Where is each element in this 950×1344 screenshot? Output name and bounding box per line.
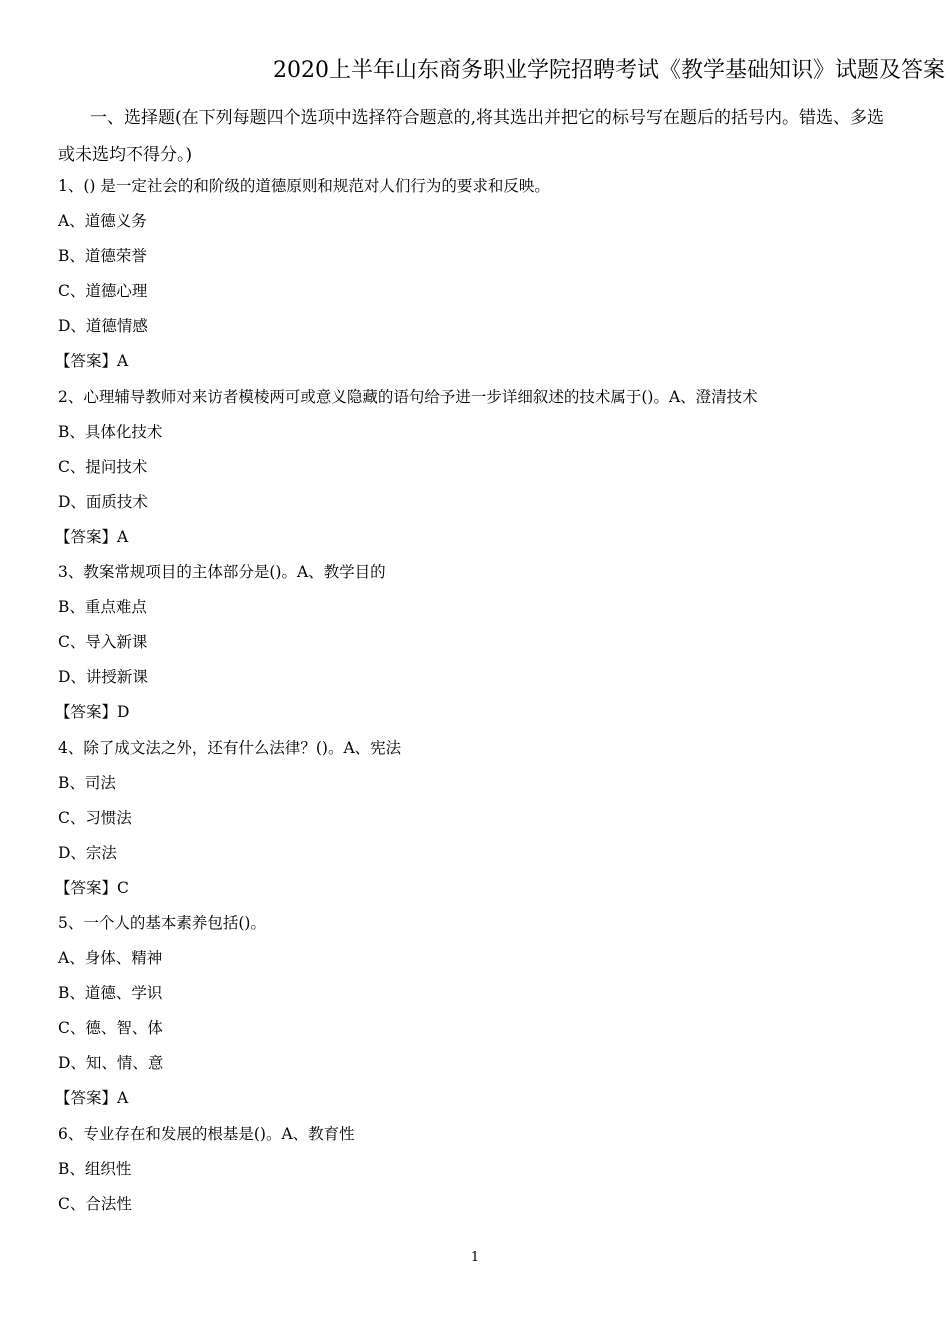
answer-key: 【答案】A <box>55 352 129 371</box>
answer-option: B、组织性 <box>58 1159 132 1178</box>
question-stem: 3、教案常规项目的主体部分是()。A、教学目的 <box>58 563 386 582</box>
answer-option: A、身体、精神 <box>58 949 163 968</box>
answer-option: C、提问技术 <box>58 457 148 476</box>
page-number: 1 <box>470 1250 480 1265</box>
answer-option: D、知、情、意 <box>58 1054 164 1073</box>
answer-option: C、习惯法 <box>58 808 132 827</box>
answer-key: 【答案】C <box>55 878 129 897</box>
question-list <box>55 174 898 1227</box>
answer-option: C、道德心理 <box>58 282 148 301</box>
question-stem: 5、一个人的基本素养包括()。 <box>58 913 266 932</box>
answer-key: 【答案】A <box>55 527 129 546</box>
answer-option: C、德、智、体 <box>58 1019 163 1038</box>
answer-option: C、导入新课 <box>58 633 148 652</box>
answer-option: D、道德情感 <box>58 317 148 336</box>
answer-key: 【答案】A <box>55 1089 129 1108</box>
answer-option: C、合法性 <box>58 1194 132 1213</box>
question-stem: 1、() 是一定社会的和阶级的道德原则和规范对人们行为的要求和反映。 <box>58 177 550 195</box>
section-instructions: 一、选择题(在下列每题四个选项中选择符合题意的,将其选出并把它的标号写在题后的括号内。错选、多选或未选均不得分。) <box>58 108 885 165</box>
answer-option: D、讲授新课 <box>58 668 148 687</box>
answer-option: A、道德义务 <box>58 212 147 231</box>
answer-option: D、宗法 <box>58 843 117 862</box>
answer-option: B、重点难点 <box>58 598 147 617</box>
question-stem: 6、专业存在和发展的根基是()。A、教育性 <box>58 1124 355 1143</box>
answer-option: B、道德荣誉 <box>58 247 147 266</box>
answer-option: B、司法 <box>58 773 116 792</box>
question-stem: 4、除了成文法之外，还有什么法律？()。A、宪法 <box>58 738 402 757</box>
document-title: 2020上半年山东商务职业学院招聘考试《教学基础知识》试题及答案 <box>273 58 945 83</box>
answer-option: D、面质技术 <box>58 492 148 511</box>
answer-key: 【答案】D <box>55 703 130 722</box>
question-stem: 2、心理辅导教师对来访者模棱两可或意义隐藏的语句给予进一步详细叙述的技术属于()。A、澄清技术 <box>58 387 758 406</box>
answer-option: B、道德、学识 <box>58 984 163 1003</box>
answer-option: B、具体化技术 <box>58 422 163 441</box>
